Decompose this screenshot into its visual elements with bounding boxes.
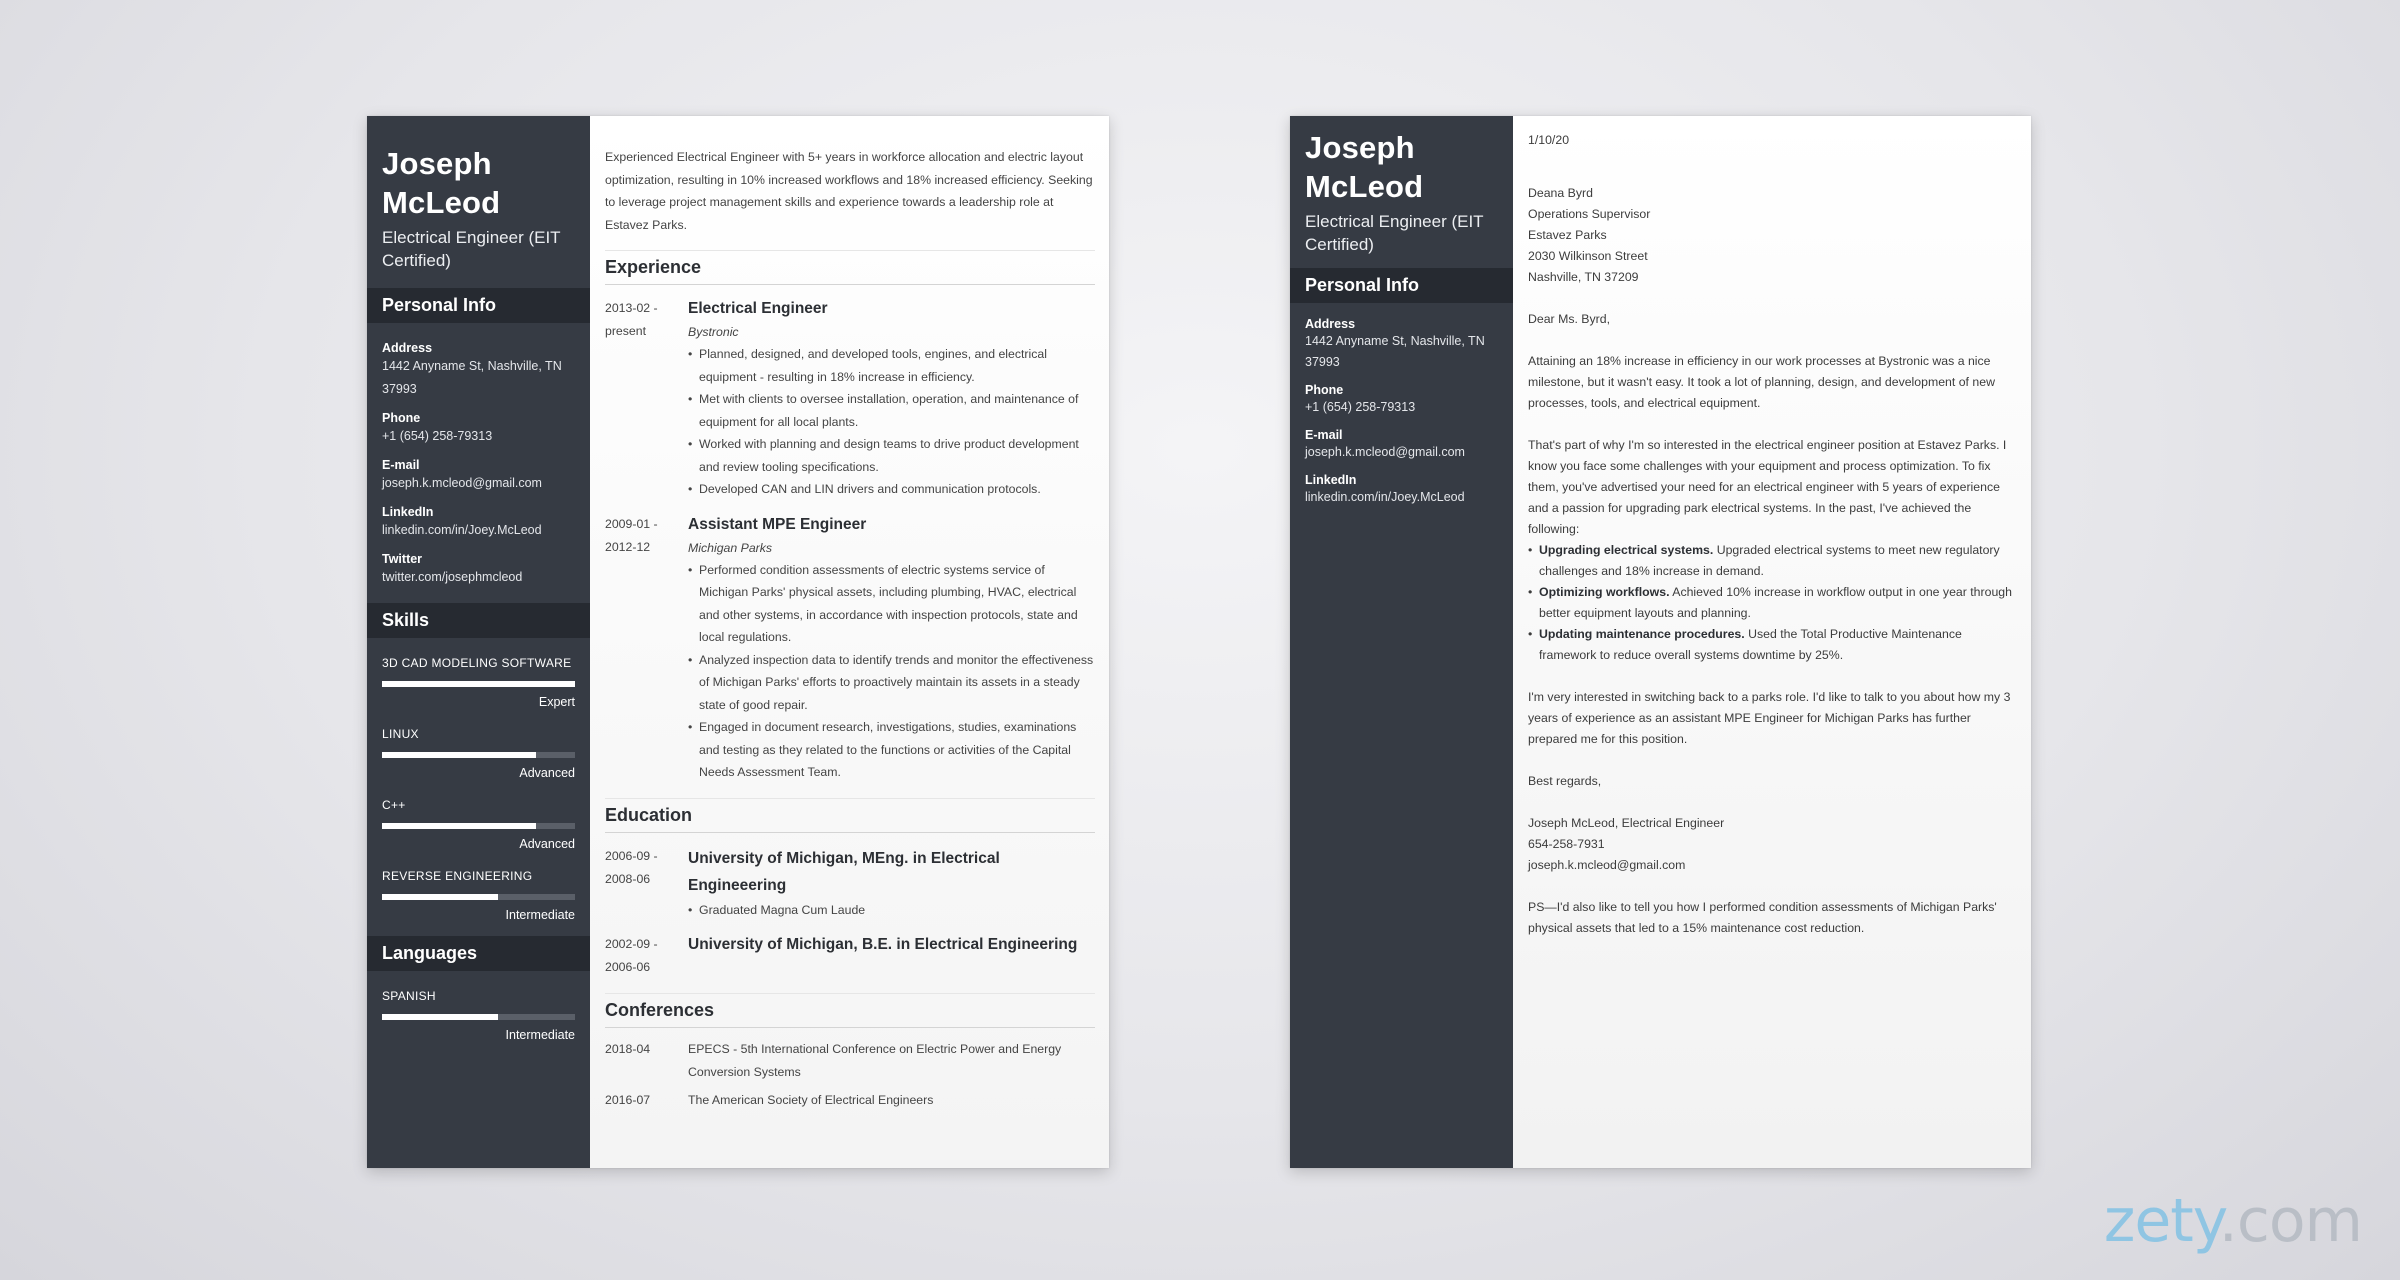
list-item: • Analyzed inspection data to identify trends and monitor the effectiveness of Michigan Parks' efforts to proactively maintain its assets in a steady state of good repair. <box>699 649 1095 717</box>
signature-line: 654-258-7931 <box>1528 837 1605 851</box>
list-item: • Developed CAN and LIN drivers and communication protocols. <box>699 478 1095 501</box>
logo-right: com <box>2236 1186 2362 1256</box>
achievement-list <box>1528 540 2013 666</box>
info-label: E-mail <box>1305 428 1343 442</box>
paragraph: I'm very interested in switching back to a parks role. I'd like to talk to you about how my 3 years of experience as an assistant MPE Engineer for Michigan Parks has further prepared me for this position. <box>1528 690 2011 746</box>
education-entry <box>605 933 1095 979</box>
skill-bar <box>382 681 575 687</box>
name-last: McLeod <box>382 185 501 220</box>
paragraph: Attaining an 18% increase in efficiency in our work processes at Bystronic was a nice milestone, but it wasn't easy. It took a lot of planning, design, and development of new processes, tools, and electrical equipment. <box>1528 354 1995 410</box>
skill-bar-fill <box>382 894 498 900</box>
letter-job-title: Electrical Engineer (EIT Certified) <box>1305 212 1484 254</box>
paragraph: That's part of why I'm so interested in the electrical engineer position at Estavez Parks. I know you face some challenges with your equipment and process optimization. To fix them, you've advertised your need for an electrical engineer with 5 years of experience and a passion for upgrading park electrical systems. In the past, I've achieved the following: <box>1528 438 2007 536</box>
list-item <box>1539 582 2013 624</box>
skill-name: C++ <box>382 798 406 812</box>
achievement-text: Used the Total Productive Maintenance framework to reduce overall systems downtime by 25%. <box>1539 627 1962 662</box>
skill-name: LINUX <box>382 727 419 741</box>
signature-line: Joseph McLeod, Electrical Engineer <box>1528 816 1725 830</box>
name-last: McLeod <box>1305 169 1424 204</box>
experience-section <box>605 250 1095 784</box>
entry-date: 2002-09 - 2006-06 <box>605 937 658 974</box>
skill-bar-fill <box>382 681 575 687</box>
conference-entry <box>605 1038 1095 1083</box>
list-item: • Worked with planning and design teams to drive product development and review tooling specifications. <box>699 433 1095 478</box>
resume-page <box>367 116 1109 1168</box>
personal-info-heading: Personal Info <box>1290 268 1513 303</box>
skill-bar <box>382 752 575 758</box>
recipient-line: 2030 Wilkinson Street <box>1528 249 1648 263</box>
name-first: Joseph <box>382 146 492 181</box>
conferences-heading: Conferences <box>605 993 1095 1028</box>
entry-title: Assistant MPE Engineer <box>688 515 867 533</box>
info-value: linkedin.com/in/Joey.McLeod <box>382 523 542 537</box>
language-name: SPANISH <box>382 989 436 1003</box>
conference-text: EPECS - 5th International Conference on Electric Power and Energy Conversion Systems <box>688 1042 1062 1079</box>
logo-left: zety <box>2103 1186 2219 1256</box>
info-label: Address <box>1305 317 1356 331</box>
entry-title: University of Michigan, B.E. in Electrical Engineering <box>688 936 1078 953</box>
entry-date: 2006-09 - 2008-06 <box>605 848 658 886</box>
recipient-line: Operations Supervisor <box>1528 207 1651 221</box>
entry-bullets <box>688 899 1095 922</box>
list-item <box>1539 624 2013 666</box>
entry-title: University of Michigan, MEng. in Electrical Engineeering <box>688 849 1000 894</box>
skills-heading: Skills <box>367 603 590 638</box>
list-item: • Met with clients to oversee installation, operation, and maintenance of equipment for all local plants. <box>699 388 1095 433</box>
education-heading: Education <box>605 798 1095 833</box>
skill-item <box>367 865 590 922</box>
postscript: PS—I'd also like to tell you how I performed condition assessments of Michigan Parks' physical assets that led to a 15% maintenance cost reduction. <box>1528 900 1997 935</box>
info-label: E-mail <box>382 458 420 472</box>
education-entry <box>605 845 1095 922</box>
achievement-text: Upgraded electrical systems to meet new regulatory challenges and 18% increase in demand. <box>1539 543 2000 578</box>
info-label: Address <box>382 341 433 355</box>
letter-name <box>1305 128 1498 206</box>
language-level: Intermediate <box>505 1028 575 1042</box>
experience-entry <box>605 297 1095 501</box>
education-section <box>605 798 1095 980</box>
name-first: Joseph <box>1305 130 1415 165</box>
resume-name <box>382 144 575 222</box>
languages-heading: Languages <box>367 936 590 971</box>
skill-level: Intermediate <box>505 908 575 922</box>
conference-text: The American Society of Electrical Engineers <box>688 1093 934 1107</box>
skills-list <box>367 652 590 922</box>
experience-heading: Experience <box>605 250 1095 285</box>
personal-info-list <box>367 323 590 589</box>
entry-org: Bystronic <box>688 325 739 339</box>
skill-name: 3D CAD MODELING SOFTWARE <box>382 656 572 670</box>
info-label: Phone <box>382 411 421 425</box>
list-item: • Graduated Magna Cum Laude <box>699 899 1095 922</box>
entry-date: 2018-04 <box>605 1042 651 1056</box>
list-item: • Engaged in document research, investigations, studies, examinations and testing as they related to the functions or activities of the Capital Needs Assessment Team. <box>699 716 1095 784</box>
experience-entry <box>605 513 1095 784</box>
entry-date: 2013-02 - present <box>605 301 658 338</box>
info-label: Phone <box>1305 383 1344 397</box>
skill-bar-fill <box>382 752 536 758</box>
conference-entry <box>605 1089 1095 1112</box>
resume-main <box>590 116 1109 1168</box>
entry-title: Electrical Engineer <box>688 300 828 317</box>
list-item: • Planned, designed, and developed tools, engines, and electrical equipment - resulting in 18% increase in efficiency. <box>699 343 1095 388</box>
skill-item <box>367 794 590 851</box>
closing: Best regards, <box>1528 774 1602 788</box>
skill-level: Advanced <box>519 766 575 780</box>
info-label: LinkedIn <box>1305 473 1357 487</box>
logo-dot: . <box>2218 1186 2237 1256</box>
letter-sidebar <box>1290 116 1513 1168</box>
resume-summary: Experienced Electrical Engineer with 5+ years in workforce allocation and electric layout optimization, resulting in 10% increased workflows and 18% increased efficiency. Seeking to leverage project management skills and experience towards a leadership role at Estavez Parks. <box>605 150 1093 232</box>
info-value: linkedin.com/in/Joey.McLeod <box>1305 490 1465 504</box>
skill-level: Expert <box>538 695 575 709</box>
achievement-title: Upgrading electrical systems. <box>1539 543 1714 557</box>
info-value: 1442 Anyname St, Nashville, TN 37993 <box>1305 334 1485 369</box>
language-item <box>367 985 590 1042</box>
entry-date: 2016-07 <box>605 1093 651 1107</box>
personal-info-list <box>1290 303 1513 508</box>
cover-letter-page <box>1290 116 2031 1168</box>
info-value: joseph.k.mcleod@gmail.com <box>1305 445 1465 459</box>
language-bar <box>382 1014 575 1020</box>
achievement-text: Achieved 10% increase in workflow output in one year through better equipment layouts and planning. <box>1539 585 2012 620</box>
entry-date: 2009-01 - 2012-12 <box>605 516 658 554</box>
info-label: LinkedIn <box>382 505 434 519</box>
signature-block <box>1528 813 2013 876</box>
entry-org: Michigan Parks <box>688 540 773 555</box>
entry-bullets <box>688 343 1095 501</box>
recipient-block <box>1528 183 2013 288</box>
recipient-line: Estavez Parks <box>1528 228 1607 242</box>
language-bar-fill <box>382 1014 498 1020</box>
list-item: • Performed condition assessments of electric systems service of Michigan Parks' physical assets, including plumbing, HVAC, electrical and other systems, in accordance with inspection protocols, state and local regulations. <box>699 559 1095 649</box>
letter-main <box>1513 116 2031 1168</box>
letter-body <box>1513 116 2031 939</box>
skill-item <box>367 652 590 709</box>
info-value: twitter.com/josephmcleod <box>382 570 523 584</box>
skill-name: REVERSE ENGINEERING <box>382 869 533 883</box>
skill-level: Advanced <box>519 837 575 851</box>
skill-bar-fill <box>382 823 536 829</box>
signature-line: joseph.k.mcleod@gmail.com <box>1528 858 1686 872</box>
achievement-title: Optimizing workflows. <box>1539 585 1670 599</box>
conferences-section <box>605 993 1095 1112</box>
recipient-line: Nashville, TN 37209 <box>1528 270 1639 284</box>
resume-sidebar <box>367 116 590 1168</box>
achievement-title: Updating maintenance procedures. <box>1539 627 1745 641</box>
salutation: Dear Ms. Byrd, <box>1528 312 1610 326</box>
recipient-line: Deana Byrd <box>1528 186 1593 200</box>
zety-logo <box>2104 1186 2362 1256</box>
info-value: +1 (654) 258-79313 <box>382 429 493 443</box>
personal-info-heading: Personal Info <box>367 288 590 323</box>
resume-job-title: Electrical Engineer (EIT Certified) <box>382 228 561 270</box>
skill-item <box>367 723 590 780</box>
info-value: joseph.k.mcleod@gmail.com <box>382 476 542 490</box>
info-value: +1 (654) 258-79313 <box>1305 400 1416 414</box>
skill-bar <box>382 894 575 900</box>
list-item <box>1539 540 2013 582</box>
entry-bullets <box>688 559 1095 784</box>
info-label: Twitter <box>382 552 423 566</box>
letter-date: 1/10/20 <box>1528 133 1570 147</box>
info-value: 1442 Anyname St, Nashville, TN 37993 <box>382 359 562 396</box>
skill-bar <box>382 823 575 829</box>
